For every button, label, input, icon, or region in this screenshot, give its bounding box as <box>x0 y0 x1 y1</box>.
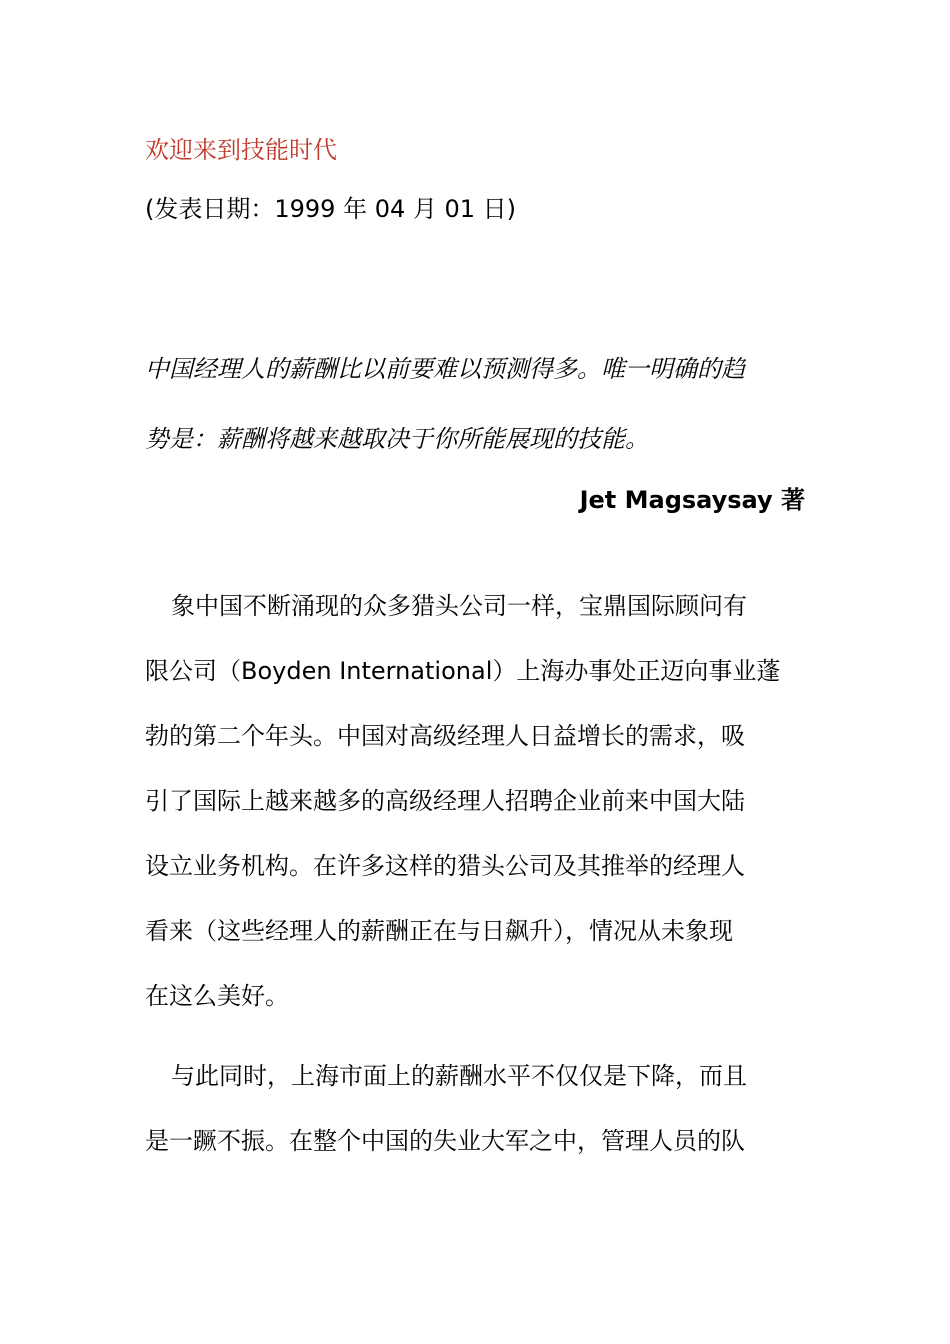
body-paragraph-1 <box>145 590 805 1045</box>
publish-date: (发表日期：1999 年 04 月 01 日) <box>145 195 517 223</box>
paragraph-line: 看来（这些经理人的薪酬正在与日飙升），情况从未象现 <box>145 917 733 945</box>
paragraph-line: 设立业务机构。在许多这样的猎头公司及其推举的经理人 <box>145 852 745 880</box>
author-byline: Jet Magsaysay 著 <box>579 486 805 514</box>
paragraph-line: 与此同时，上海市面上的薪酬水平不仅仅是下降，而且 <box>171 1062 747 1090</box>
paragraph-line: 是一蹶不振。在整个中国的失业大军之中，管理人员的队 <box>145 1127 745 1155</box>
article-title: 欢迎来到技能时代 <box>145 136 337 164</box>
abstract-line: 中国经理人的薪酬比以前要难以预测得多。唯一明确的趋 <box>145 355 745 383</box>
paragraph-line: 限公司（Boyden International）上海办事处正迈向事业蓬 <box>145 657 781 685</box>
paragraph-line: 引了国际上越来越多的高级经理人招聘企业前来中国大陆 <box>145 787 745 815</box>
body-paragraph-2 <box>145 1060 805 1190</box>
paragraph-line: 勃的第二个年头。中国对高级经理人日益增长的需求，吸 <box>145 722 745 750</box>
abstract-line: 势是：薪酬将越来越取决于你所能展现的技能。 <box>145 425 649 453</box>
article-abstract <box>145 353 805 493</box>
paragraph-line: 象中国不断涌现的众多猎头公司一样，宝鼎国际顾问有 <box>171 592 747 620</box>
paragraph-line: 在这么美好。 <box>145 982 289 1010</box>
